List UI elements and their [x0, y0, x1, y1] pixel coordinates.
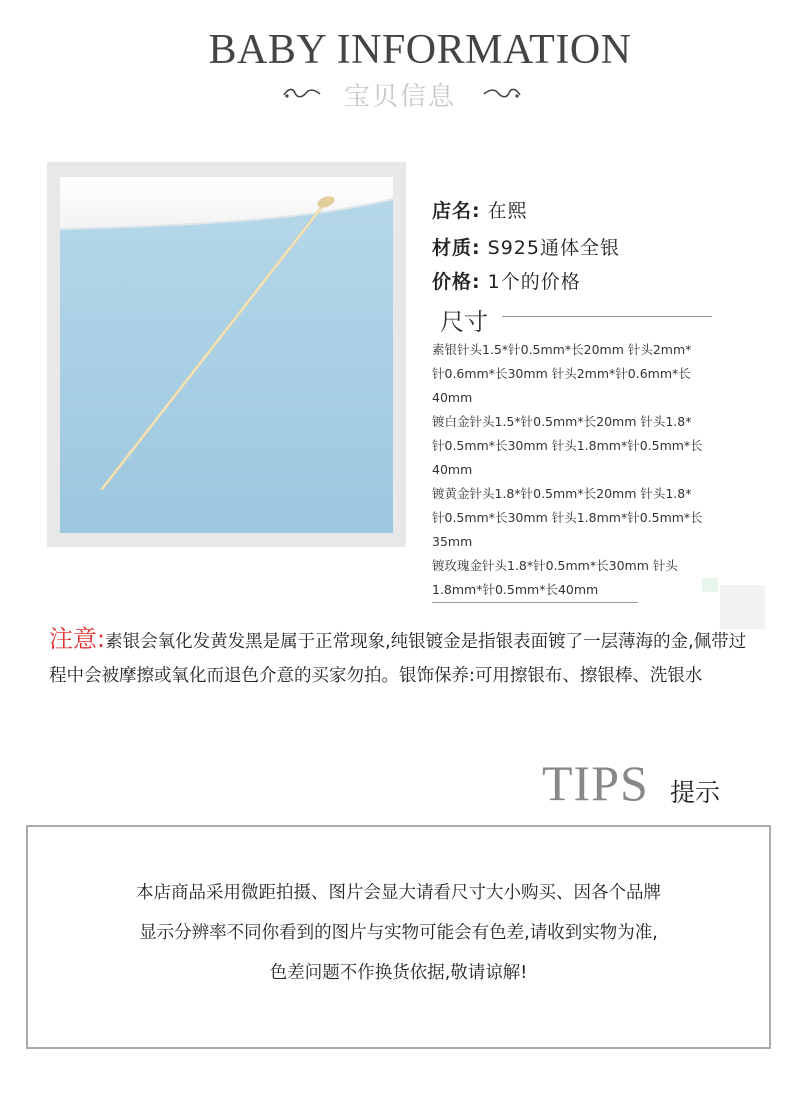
size-list	[432, 338, 762, 602]
tips-line: 色差问题不作换货依据,敬请谅解!	[269, 963, 528, 983]
size-heading: 尺寸	[440, 308, 488, 336]
size-line: 素银针头1.5*针0.5mm*长20mm 针头2mm*	[432, 342, 692, 357]
decorative-mark	[702, 578, 718, 592]
note-text: 素银会氧化发黄发黑是属于正常现象,纯银镀金是指银表面镀了一层薄海的金,佩带过程中会被摩擦或氧化而退色介意的买家勿拍。银饰保养:可用擦银布、擦银棒、洗银水	[49, 632, 747, 686]
size-line: 针0.5mm*长30mm 针头1.8mm*针0.5mm*长	[432, 510, 703, 525]
size-line: 镀黄金针头1.8*针0.5mm*长20mm 针头1.8*	[432, 486, 692, 501]
size-line: 针0.6mm*长30mm 针头2mm*针0.6mm*长	[432, 366, 691, 381]
size-line: 40mm	[432, 390, 473, 405]
note-label: 注意:	[49, 625, 106, 653]
material-label: 材质:	[432, 237, 481, 259]
material-value: S925通体全银	[487, 237, 620, 259]
size-line: 镀玫瑰金针头1.8*针0.5mm*长30mm 针头	[432, 558, 678, 573]
size-bottom-divider	[432, 602, 638, 603]
subtitle: 宝贝信息	[343, 82, 456, 112]
swirl-ornament-right-icon	[482, 84, 522, 102]
size-line: 40mm	[432, 462, 473, 477]
shop-value: 在熙	[487, 200, 528, 222]
price-label: 价格:	[432, 271, 481, 293]
size-line: 针0.5mm*长30mm 针头1.8mm*针0.5mm*长	[432, 438, 703, 453]
price-value: 1个的价格	[487, 271, 581, 293]
tips-line: 显示分辨率不同你看到的图片与实物可能会有色差,请收到实物为准,	[139, 923, 658, 943]
size-line: 1.8mm*针0.5mm*长40mm	[432, 582, 599, 597]
shop-row	[432, 196, 528, 223]
care-note	[49, 622, 761, 693]
tips-title: TIPS	[542, 755, 649, 811]
price-row	[432, 267, 581, 294]
product-photo	[60, 177, 393, 533]
size-line: 35mm	[432, 534, 473, 549]
subtitle-row	[0, 76, 790, 116]
size-line: 镀白金针头1.5*针0.5mm*长20mm 针头1.8*	[432, 414, 692, 429]
tips-box	[26, 825, 771, 1049]
size-divider	[502, 316, 712, 317]
shop-label: 店名:	[432, 200, 481, 222]
tips-line: 本店商品采用微距拍摄、图片会显大请看尺寸大小购买、因各个品牌	[136, 883, 661, 903]
material-row	[432, 233, 620, 260]
page-title: BABY INFORMATION	[208, 27, 632, 73]
tips-subtitle: 提示	[670, 778, 721, 807]
product-photo-frame	[47, 162, 406, 547]
